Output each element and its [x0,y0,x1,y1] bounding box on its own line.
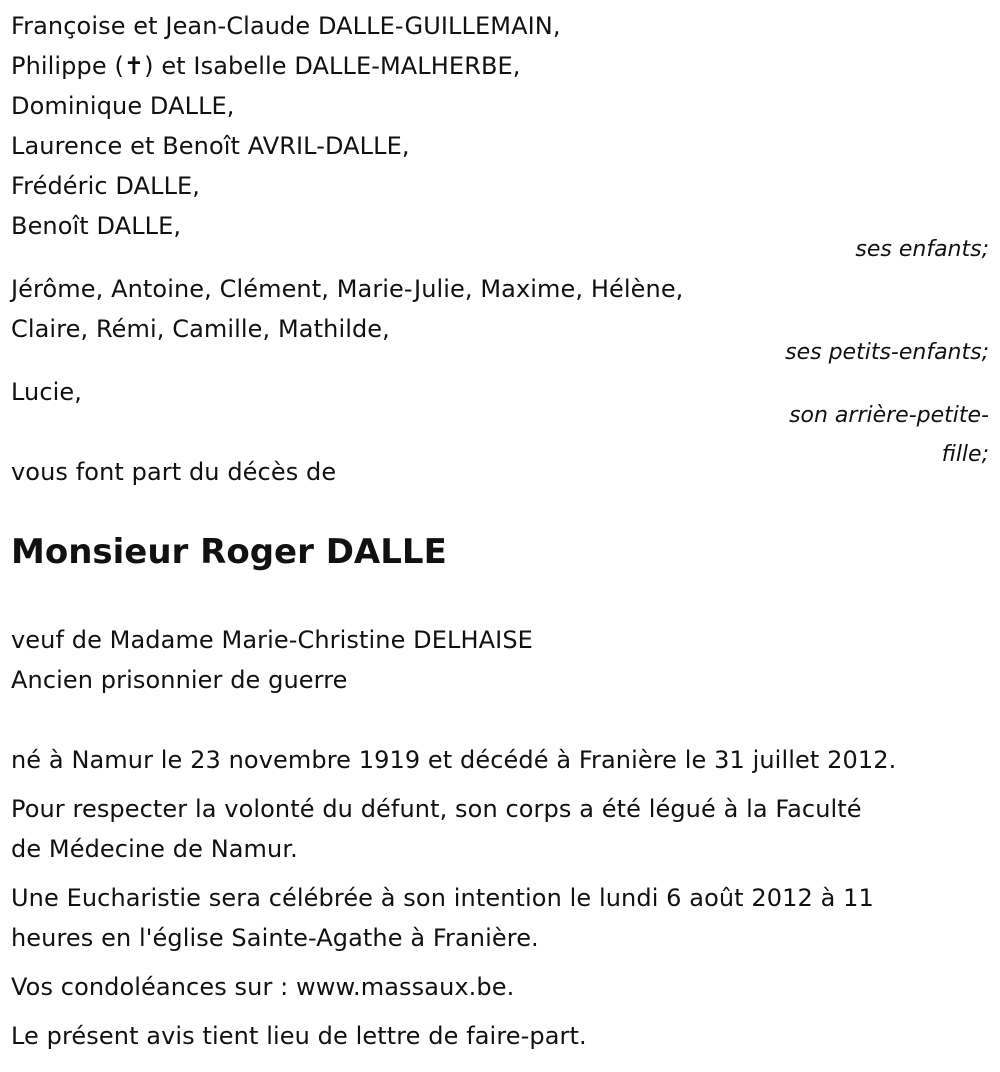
announcement-line: vous font part du décès de [11,458,337,486]
great-grandchild-role-line-1: son arrière-petite- [789,403,989,428]
children-line-6: Benoît DALLE, [11,212,182,240]
birth-death-line: né à Namur le 23 novembre 1919 et décédé à Franière le 31 juillet 2012. [11,746,897,774]
notice-line: Le présent avis tient lieu de lettre de faire-part. [11,1022,587,1050]
condolences-line: Vos condoléances sur : www.massaux.be. [11,973,515,1001]
children-role: ses enfants; [855,237,989,262]
grandchildren-role: ses petits-enfants; [785,340,989,365]
children-line-4: Laurence et Benoît AVRIL-DALLE, [11,132,410,160]
children-line-2: Philippe (✝) et Isabelle DALLE-MALHERBE, [11,52,521,80]
children-line-1: Françoise et Jean-Claude DALLE-GUILLEMAIN, [11,12,561,40]
widower-line: veuf de Madame Marie-Christine DELHAISE [11,626,533,654]
deceased-name: Monsieur Roger DALLE [11,532,447,572]
eucharist-line-1: Une Eucharistie sera célébrée à son intention le lundi 6 août 2012 à 11 [11,884,874,912]
grandchildren-line-1: Jérôme, Antoine, Clément, Marie-Julie, Maxime, Hélène, [11,275,684,303]
body-donation-line-2: de Médecine de Namur. [11,835,298,863]
great-grandchild-line: Lucie, [11,378,83,406]
title-line: Ancien prisonnier de guerre [11,666,348,694]
eucharist-line-2: heures en l'église Sainte-Agathe à Franière. [11,924,539,952]
obituary-notice [11,0,989,1072]
children-line-5: Frédéric DALLE, [11,172,201,200]
body-donation-line-1: Pour respecter la volonté du défunt, son corps a été légué à la Faculté [11,795,862,823]
great-grandchild-role-line-2: fille; [941,442,989,467]
grandchildren-line-2: Claire, Rémi, Camille, Mathilde, [11,315,390,343]
children-line-3: Dominique DALLE, [11,92,235,120]
